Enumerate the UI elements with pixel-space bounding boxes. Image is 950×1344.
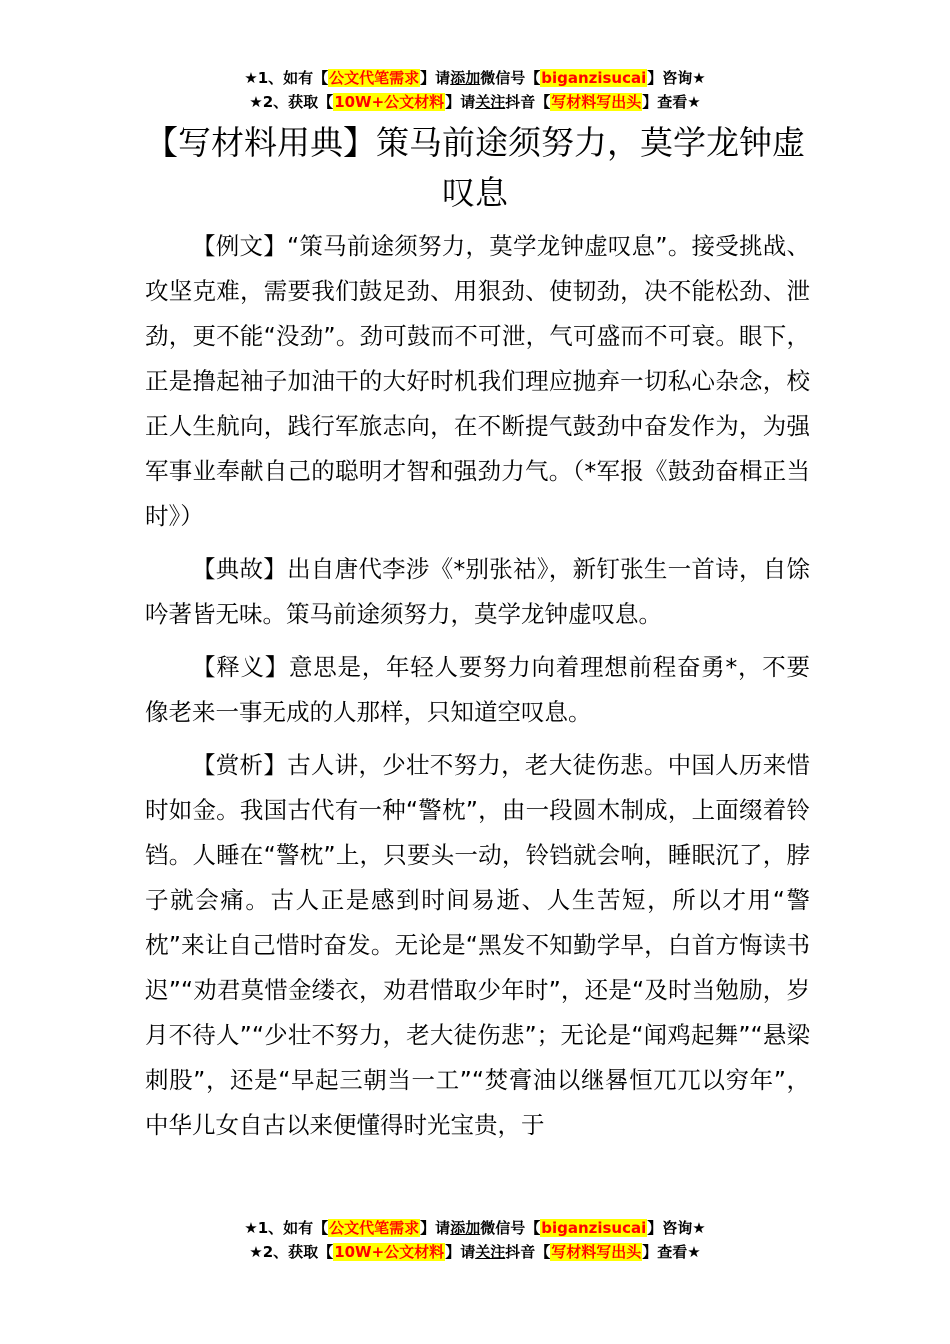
paragraph-text: 古人讲，少壮不努力，老大徒伤悲。中国人历来惜时如金。我国古代有一种“警枕”，由一段圆木制成，上面缀着铃铛。人睡在“警枕”上，只要头一动，铃铛就会响，睡眠沉了，脖子就会痛。古人正是感到时间易逝、人生苦短，所以才用“警枕”来让自己惜时奋发。无论是“黑发不知勤学早，白首方悔读书迟”“劝君莫惜金缕衣，劝君惜取少年时”，还是“及时当勉励，岁月不待人”“少壮不努力，老大徒伤悲”；无论是“闻鸡起舞”“悬梁刺股”，还是“早起三朝当一工”“焚膏油以继晷恒兀兀以穷年”，中华儿女自古以来便懂得时光宝贵，于: [145, 751, 811, 1139]
promo-line-1: [0, 66, 950, 90]
promo-text: ★1、如有【: [244, 69, 329, 87]
paragraph-label: 【释义】: [192, 653, 289, 681]
promo-header: [0, 66, 950, 114]
promo-text: ★2、获取【: [249, 93, 334, 111]
promo-text: 】咨询★: [647, 69, 706, 87]
promo-text: 】请: [420, 69, 451, 87]
paragraph-label: 【例文】: [192, 232, 287, 260]
promo-text: ★1、如有【: [244, 1219, 329, 1237]
promo-text: 微信号【: [480, 1219, 541, 1237]
paragraph-appreciation: [145, 743, 810, 1148]
promo-highlight: 公文代笔需求: [329, 1219, 420, 1237]
paragraph-label: 【赏析】: [192, 751, 288, 779]
page-title: 【写材料用典】策马前途须努力，莫学龙钟虚叹息: [145, 123, 805, 212]
promo-highlight: 10W+公文材料: [334, 1243, 445, 1261]
promo-highlight: 10W+公文材料: [334, 93, 445, 111]
promo-text: 】查看★: [642, 93, 701, 111]
promo-line-1: [0, 1216, 950, 1240]
paragraph-text: 出自唐代李涉《*别张祜》，新钉张生一首诗，自馀吟著皆无味。策马前途须努力，莫学龙钟虚叹息。: [145, 555, 811, 628]
promo-text: 微信号【: [480, 69, 541, 87]
promo-underlined: 添加: [450, 69, 481, 87]
promo-text: 】请: [445, 93, 476, 111]
paragraph-meaning: [145, 645, 810, 735]
promo-line-2: [0, 1240, 950, 1264]
promo-underlined: 关注: [475, 93, 506, 111]
document-body: [145, 224, 810, 1156]
promo-text: ★2、获取【: [249, 1243, 334, 1261]
paragraph-allusion: [145, 547, 810, 637]
promo-line-2: [0, 90, 950, 114]
paragraph-text: “策马前途须努力，莫学龙钟虚叹息”。接受挑战、攻坚克难，需要我们鼓足劲、用狠劲、使韧劲，决不能松劲、泄劲，更不能“没劲”。劲可鼓而不可泄，气可盛而不可衰。眼下，正是撸起袖子加油干的大好时机我们理应抛弃一切私心杂念，校正人生航向，践行军旅志向，在不断提气鼓劲中奋发作为，为强军事业奉献自己的聪明才智和强劲力气。（*军报《鼓劲奋楫正当时》）: [145, 232, 810, 530]
promo-highlight: biganzisucai: [541, 69, 647, 87]
promo-highlight: 写材料写出头: [551, 1243, 642, 1261]
paragraph-example: [145, 224, 810, 539]
promo-text: 抖音【: [505, 1243, 551, 1261]
paragraph-label: 【典故】: [192, 555, 288, 583]
promo-highlight: 写材料写出头: [551, 93, 642, 111]
promo-text: 】请: [420, 1219, 451, 1237]
promo-highlight: biganzisucai: [541, 1219, 647, 1237]
promo-underlined: 关注: [475, 1243, 506, 1261]
promo-text: 】请: [445, 1243, 476, 1261]
promo-text: 抖音【: [505, 93, 551, 111]
paragraph-text: 意思是，年轻人要努力向着理想前程奋勇*，不要像老来一事无成的人那样，只知道空叹息。: [145, 653, 810, 726]
promo-underlined: 添加: [450, 1219, 481, 1237]
promo-text: 】查看★: [642, 1243, 701, 1261]
promo-highlight: 公文代笔需求: [329, 69, 420, 87]
promo-text: 】咨询★: [647, 1219, 706, 1237]
promo-footer: [0, 1216, 950, 1264]
